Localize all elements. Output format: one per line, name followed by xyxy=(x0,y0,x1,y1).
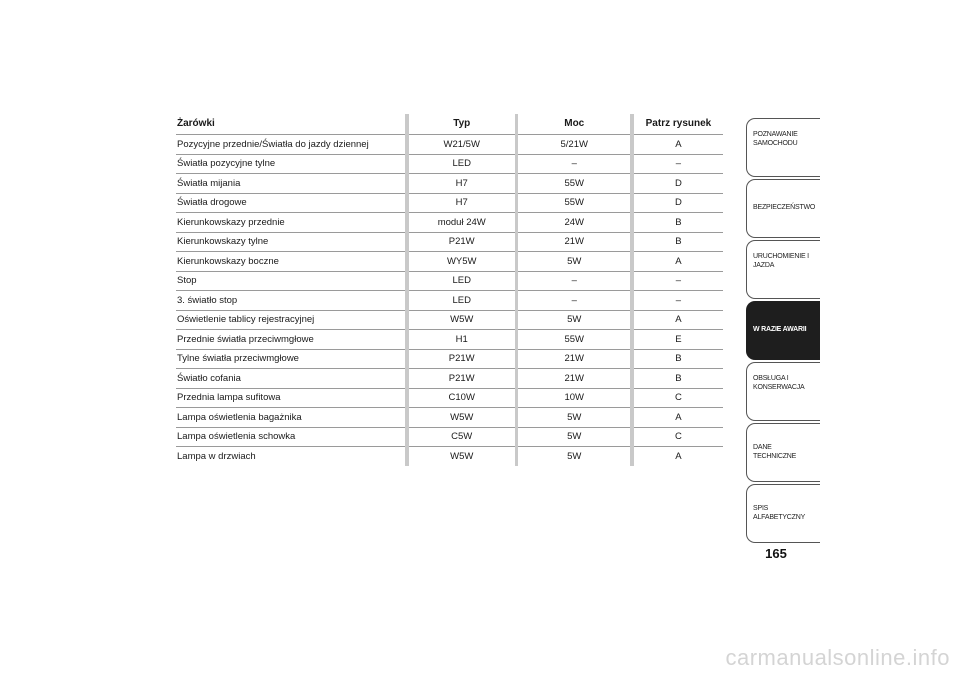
bulb-power-cell: – xyxy=(518,154,630,174)
section-tab-line: BEZPIECZEŃSTWO xyxy=(753,204,816,212)
section-tab-line: DANE TECHNICZNE xyxy=(753,443,797,460)
table-row xyxy=(176,407,723,427)
bulb-power-cell: 10W xyxy=(518,388,630,408)
table-row xyxy=(176,154,723,174)
watermark: carmanualsonline.info xyxy=(725,645,950,670)
section-tab-line: OBSŁUGA I xyxy=(753,375,789,382)
bulb-type-cell: P21W xyxy=(409,368,515,388)
table-row xyxy=(176,212,723,232)
bulb-type-cell: WY5W xyxy=(409,251,515,271)
bulb-name-cell: Kierunkowskazy boczne xyxy=(176,251,405,271)
figure-ref-cell: C xyxy=(634,427,723,447)
table-row xyxy=(176,173,723,193)
figure-ref-cell: E xyxy=(634,329,723,349)
table-row xyxy=(176,271,723,291)
figure-ref-cell: B xyxy=(634,368,723,388)
section-tab[interactable] xyxy=(746,484,820,543)
section-tab[interactable] xyxy=(746,240,820,299)
bulb-name-cell: Światła drogowe xyxy=(176,193,405,213)
section-tab-label xyxy=(753,326,806,335)
bulb-power-cell: 5W xyxy=(518,427,630,447)
bulb-power-cell: 55W xyxy=(518,329,630,349)
bulb-power-cell: 21W xyxy=(518,349,630,369)
bulb-name-cell: Światła mijania xyxy=(176,173,405,193)
section-tab-label xyxy=(753,505,816,523)
bulb-name-cell: Lampa oświetlenia bagażnika xyxy=(176,407,405,427)
bulb-type-cell: W5W xyxy=(409,310,515,330)
bulb-power-cell: 21W xyxy=(518,368,630,388)
bulb-type-cell: moduł 24W xyxy=(409,212,515,232)
section-tab-line: SPIS ALFABETYCZNY xyxy=(753,504,806,521)
section-tab-line: URUCHOMIENIE I xyxy=(753,253,809,260)
figure-ref-cell: A xyxy=(634,446,723,466)
figure-ref-cell: B xyxy=(634,232,723,252)
table-row xyxy=(176,310,723,330)
bulb-type-cell: H7 xyxy=(409,173,515,193)
page-number: 165 xyxy=(765,546,787,561)
section-tab[interactable] xyxy=(746,179,820,238)
section-tab-label xyxy=(753,131,816,149)
section-tab-line: KONSERWACJA xyxy=(753,383,805,391)
bulb-power-cell: – xyxy=(518,290,630,310)
figure-ref-cell: D xyxy=(634,173,723,193)
header-figure: Patrz rysunek xyxy=(645,118,712,129)
table-body xyxy=(176,134,723,466)
bulb-power-cell: 5/21W xyxy=(518,134,630,154)
table-row xyxy=(176,427,723,447)
table-row xyxy=(176,193,723,213)
section-tab-line: SAMOCHODU xyxy=(753,139,798,147)
bulb-name-cell: Pozycyjne przednie/Światła do jazdy dziennej xyxy=(176,134,405,154)
section-tab[interactable] xyxy=(746,362,820,421)
bulb-power-cell: 5W xyxy=(518,446,630,466)
figure-ref-cell: B xyxy=(634,349,723,369)
bulb-type-cell: LED xyxy=(409,154,515,174)
bulb-power-cell: 21W xyxy=(518,232,630,252)
bulb-name-cell: Stop xyxy=(176,271,405,291)
bulb-name-cell: Światło cofania xyxy=(176,368,405,388)
section-tab-label xyxy=(753,444,816,462)
table-row xyxy=(176,232,723,252)
figure-ref-cell: – xyxy=(634,290,723,310)
bulb-type-cell: LED xyxy=(409,290,515,310)
bulb-name-cell: Kierunkowskazy tylne xyxy=(176,232,405,252)
section-tab[interactable] xyxy=(746,118,820,177)
section-tabs xyxy=(746,118,820,545)
bulb-name-cell: Lampa oświetlenia schowka xyxy=(176,427,405,447)
table-header xyxy=(176,114,723,134)
header-power: Moc xyxy=(564,118,585,129)
section-tab-label xyxy=(753,253,816,271)
bulb-name-cell: 3. światło stop xyxy=(176,290,405,310)
bulb-name-cell: Kierunkowskazy przednie xyxy=(176,212,405,232)
figure-ref-cell: C xyxy=(634,388,723,408)
bulb-type-cell: C10W xyxy=(409,388,515,408)
table-row xyxy=(176,368,723,388)
bulb-name-cell: Lampa w drzwiach xyxy=(176,446,405,466)
table-row xyxy=(176,290,723,310)
section-tab-label xyxy=(753,204,815,213)
section-tab-line: POZNAWANIE xyxy=(753,131,798,138)
table-row xyxy=(176,349,723,369)
table-row xyxy=(176,446,723,466)
figure-ref-cell: D xyxy=(634,193,723,213)
section-tab-line: W RAZIE AWARII xyxy=(753,326,807,334)
bulb-type-cell: P21W xyxy=(409,349,515,369)
bulb-power-cell: – xyxy=(518,271,630,291)
section-tab-line: JAZDA xyxy=(753,261,775,269)
bulb-type-cell: LED xyxy=(409,271,515,291)
table-row xyxy=(176,251,723,271)
bulb-type-cell: W21/5W xyxy=(409,134,515,154)
figure-ref-cell: A xyxy=(634,251,723,271)
bulb-power-cell: 5W xyxy=(518,310,630,330)
bulb-power-cell: 5W xyxy=(518,407,630,427)
table-row xyxy=(176,134,723,154)
bulb-type-cell: C5W xyxy=(409,427,515,447)
bulb-name-cell: Oświetlenie tablicy rejestracyjnej xyxy=(176,310,405,330)
header-type: Typ xyxy=(453,118,471,129)
section-tab[interactable] xyxy=(746,301,820,360)
bulb-type-cell: P21W xyxy=(409,232,515,252)
bulb-name-cell: Światła pozycyjne tylne xyxy=(176,154,405,174)
bulb-type-cell: W5W xyxy=(409,407,515,427)
bulb-name-cell: Przednie światła przeciwmgłowe xyxy=(176,329,405,349)
bulb-type-cell: W5W xyxy=(409,446,515,466)
bulb-power-cell: 24W xyxy=(518,212,630,232)
header-bulbs: Żarówki xyxy=(177,118,215,129)
figure-ref-cell: – xyxy=(634,154,723,174)
table-row xyxy=(176,329,723,349)
bulb-name-cell: Tylne światła przeciwmgłowe xyxy=(176,349,405,369)
figure-ref-cell: – xyxy=(634,271,723,291)
bulb-table xyxy=(176,114,723,466)
bulb-power-cell: 55W xyxy=(518,193,630,213)
figure-ref-cell: B xyxy=(634,212,723,232)
bulb-type-cell: H1 xyxy=(409,329,515,349)
bulb-power-cell: 5W xyxy=(518,251,630,271)
table-row xyxy=(176,388,723,408)
bulb-name-cell: Przednia lampa sufitowa xyxy=(176,388,405,408)
section-tab[interactable] xyxy=(746,423,820,482)
figure-ref-cell: A xyxy=(634,407,723,427)
section-tab-label xyxy=(753,375,816,393)
figure-ref-cell: A xyxy=(634,134,723,154)
bulb-type-cell: H7 xyxy=(409,193,515,213)
figure-ref-cell: A xyxy=(634,310,723,330)
bulb-power-cell: 55W xyxy=(518,173,630,193)
